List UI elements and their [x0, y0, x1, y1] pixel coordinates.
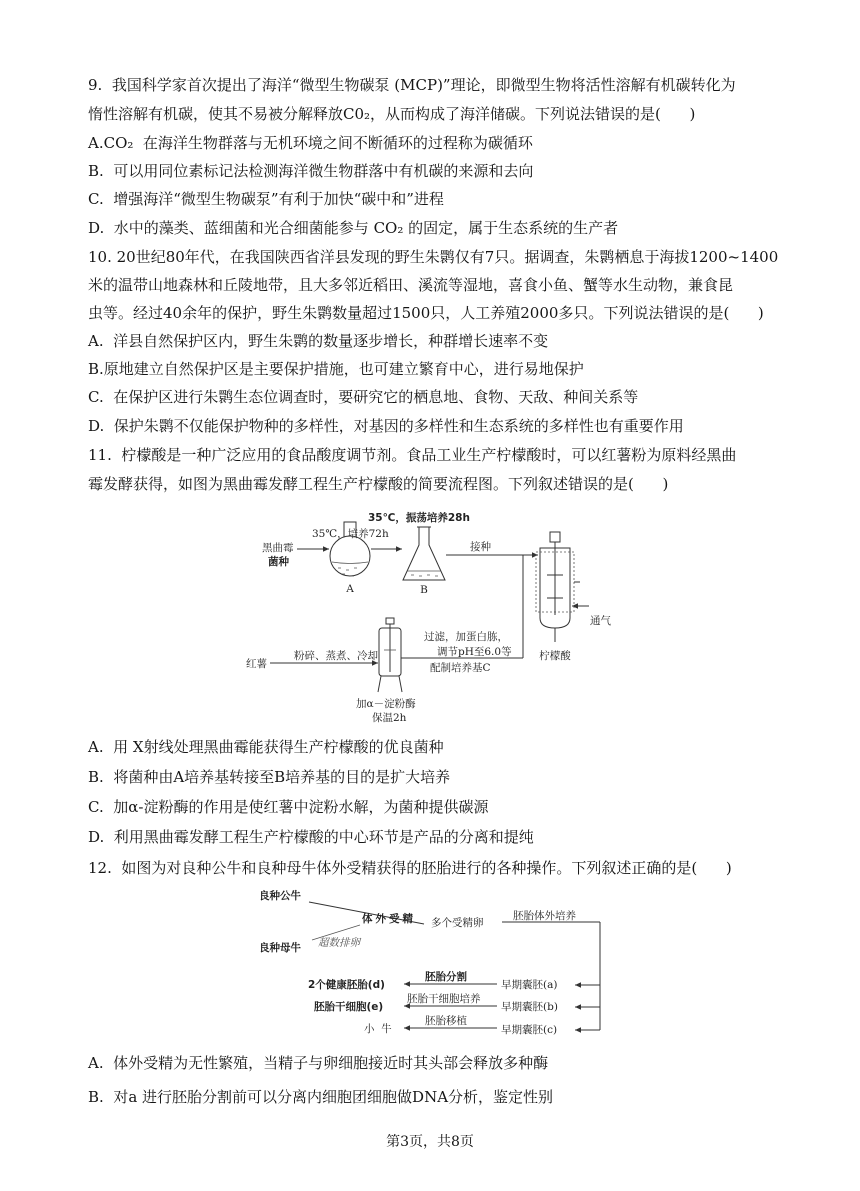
raw-material-label: 红薯 — [246, 658, 267, 670]
q9-option-c: C. 增强海洋“微型生物碳泵”有利于加快“碳中和”进程 — [88, 190, 444, 208]
culture-label: 胚胎体外培养 — [513, 910, 576, 922]
flask-a-label: A — [346, 583, 354, 595]
es-cells-label: 胚胎干细胞(e) — [314, 1001, 384, 1013]
blastocyst-c-label: 早期囊胚(c) — [501, 1024, 558, 1036]
q10-option-b: B.原地建立自然保护区是主要保护措施，也可建立繁育中心，进行易地保护 — [88, 360, 584, 378]
medium-label-3: 配制培养基C — [430, 662, 491, 674]
medium-label-2: 调节pH至6.0等 — [437, 646, 512, 658]
blastocyst-b-label: 早期囊胚(b) — [501, 1001, 558, 1013]
cow-label: 良种母牛 — [259, 942, 301, 954]
splitting-label: 胚胎分割 — [425, 971, 467, 983]
flask-b — [403, 527, 445, 580]
q11-option-d: D. 利用黑曲霉发酵工程生产柠檬酸的中心环节是产品的分离和提纯 — [88, 828, 534, 846]
pretreat-label: 粉碎、蒸煮、冷却 — [294, 650, 378, 662]
step-b-label: 35℃，振荡培养28h — [368, 512, 470, 524]
q10-option-a: A. 洋县自然保护区内，野生朱鹮的数量逐步增长，种群增长速率不变 — [88, 332, 549, 350]
enzyme-tank — [378, 618, 402, 692]
inoculate-label: 接种 — [470, 541, 491, 553]
enzyme-label-2: 保温2h — [372, 712, 407, 724]
q10-option-d: D. 保护朱鹮不仅能保护物种的多样性，对基因的多样性和生态系统的多样性也有重要作用 — [88, 417, 684, 435]
blastocyst-a-label: 早期囊胚(a) — [501, 979, 558, 991]
q11-option-b: B. 将菌种由A培养基转接至B培养基的目的是扩大培养 — [88, 768, 451, 786]
q9-option-d: D. 水中的藻类、蓝细菌和光合细菌能参与 CO₂ 的固定，属于生态系统的生产者 — [88, 219, 619, 237]
aerate-label: 通气 — [590, 615, 611, 627]
strain-label-2: 菌种 — [268, 556, 289, 568]
transfer-label: 胚胎移植 — [425, 1015, 467, 1027]
strain-label: 黑曲霉 — [262, 542, 294, 554]
fermenter — [536, 532, 580, 642]
zygotes-label: 多个受精卵 — [431, 917, 484, 929]
q11-option-a: A. 用 X射线处理黑曲霉能获得生产柠檬酸的优良菌种 — [88, 738, 444, 756]
q11-stem-line-2: 霉发酵获得，如图为黑曲霉发酵工程生产柠檬酸的简要流程图。下列叙述错误的是( ) — [88, 475, 669, 493]
q9-stem-line-1: 9. 我国科学家首次提出了海洋“微型生物碳泵 (MCP)”理论，即微型生物将活性溶解有机碳转化为 — [88, 76, 736, 94]
q10-stem-line-1: 10. 20世纪80年代，在我国陕西省洋县发现的野生朱鹮仅有7只。据调查，朱鹮栖息于海拔1200~1400 — [88, 248, 779, 266]
citric-acid-flowchart — [240, 500, 660, 725]
page-footer: 第3页，共8页 — [386, 1134, 474, 1150]
q11-option-c: C. 加α-淀粉酶的作用是使红薯中淀粉水解，为菌种提供碳源 — [88, 798, 489, 816]
q10-stem-line-3: 虫等。经过40余年的保护，野生朱鹮数量超过1500只，人工养殖2000多只。下列说法错误的是( ) — [88, 304, 764, 322]
embryo-operations-diagram — [250, 884, 610, 1042]
q9-option-b: B. 可以用同位素标记法检测海洋微生物群落中有机碳的来源和去向 — [88, 162, 534, 180]
ivf-label: 体外受精 — [362, 913, 416, 925]
q9-stem-line-2: 惰性溶解有机碳，使其不易被分解释放C0₂，从而构成了海洋储碳。下列说法错误的是( ) — [88, 105, 696, 123]
es-culture-label: 胚胎干细胞培养 — [407, 993, 481, 1005]
calf-label: 小 牛 — [364, 1023, 392, 1035]
q12-stem-line-1: 12. 如图为对良种公牛和良种母牛体外受精获得的胚胎进行的各种操作。下列叙述正确的是( ) — [88, 859, 732, 877]
q12-option-b: B. 对a 进行胚胎分割前可以分离内细胞团细胞做DNA分析，鉴定性别 — [88, 1088, 554, 1106]
medium-label-1: 过滤，加蛋白胨， — [424, 631, 508, 643]
superovulation-label: 超数排卵 — [318, 937, 360, 949]
step-a-label: 35℃，培养72h — [312, 528, 389, 540]
product-label: 柠檬酸 — [539, 650, 571, 662]
q12-option-a: A. 体外受精为无性繁殖，当精子与卵细胞接近时其头部会释放多种酶 — [88, 1054, 549, 1072]
q10-stem-line-2: 米的温带山地森林和丘陵地带，且大多邻近稻田、溪流等湿地，喜食小鱼、蟹等水生动物，兼食昆 — [88, 276, 734, 294]
healthy-embryos-label: 2个健康胚胎(d) — [308, 979, 385, 991]
q9-option-a: A.CO₂ 在海洋生物群落与无机环境之间不断循环的过程称为碳循环 — [88, 134, 533, 152]
bull-label: 良种公牛 — [259, 890, 301, 902]
q10-option-c: C. 在保护区进行朱鹮生态位调查时，要研究它的栖息地、食物、天敌、种间关系等 — [88, 388, 639, 406]
q11-stem-line-1: 11. 柠檬酸是一种广泛应用的食品酸度调节剂。食品工业生产柠檬酸时，可以红薯粉为原料经黑曲 — [88, 446, 737, 464]
flask-b-label: B — [420, 584, 428, 596]
enzyme-label-1: 加α－淀粉酶 — [356, 698, 416, 710]
